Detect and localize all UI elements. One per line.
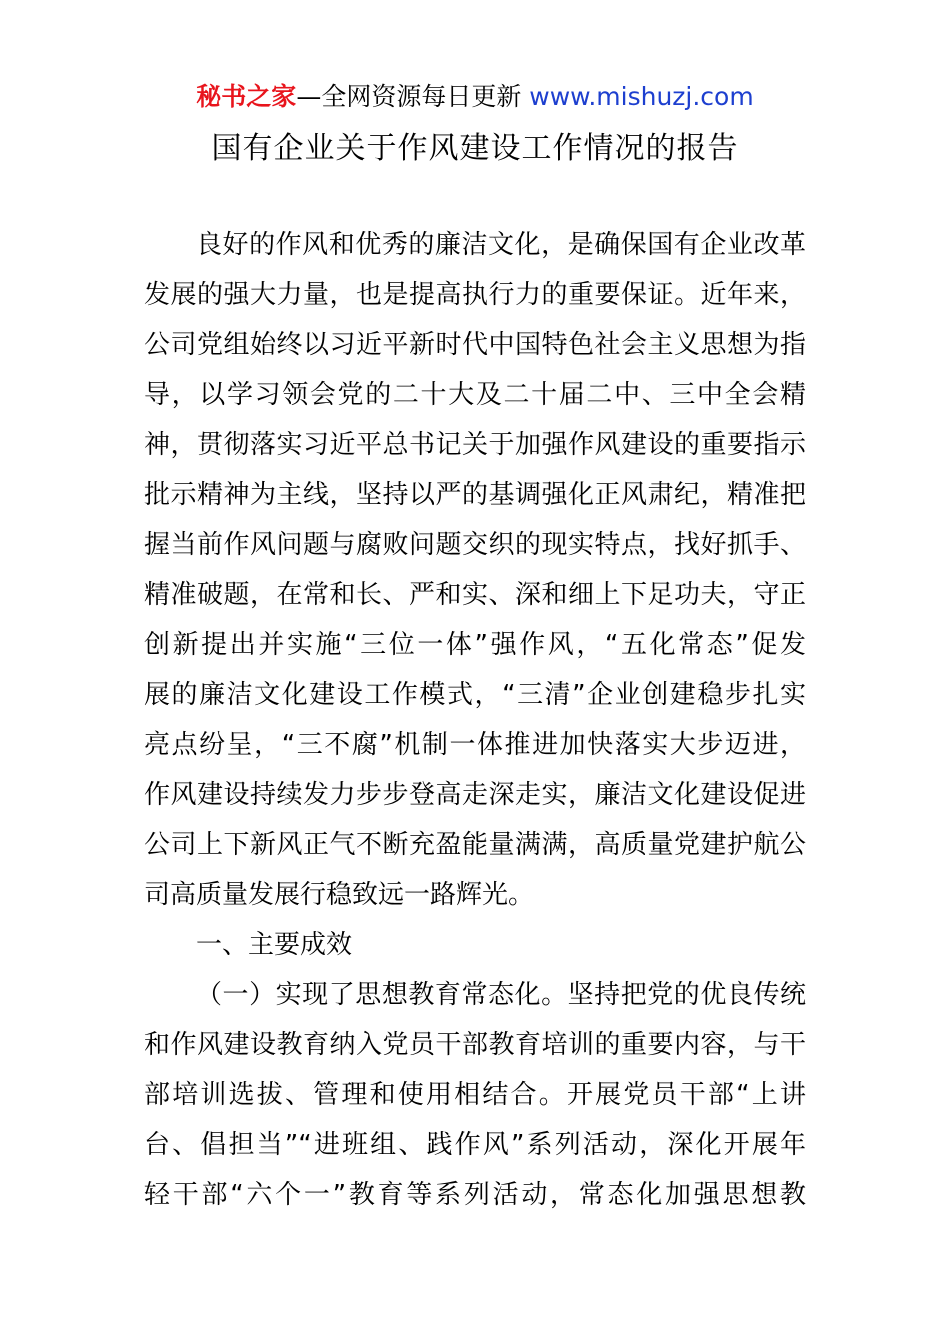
paragraph-line: 神，贯彻落实习近平总书记关于加强作风建设的重要指示	[144, 430, 806, 460]
paragraph-line: 展的廉洁文化建设工作模式，“三清”企业创建稳步扎实	[144, 680, 806, 710]
paragraph-line: 良好的作风和优秀的廉洁文化，是确保国有企业改革	[196, 230, 806, 260]
paragraph-line: 创新提出并实施“三位一体”强作风，“五化常态”促发	[144, 630, 806, 660]
paragraph-line: 台、倡担当”“进班组、践作风”系列活动，深化开展年	[144, 1130, 806, 1160]
paragraph-line: 轻干部“六个一”教育等系列活动，常态化加强思想教	[144, 1180, 806, 1210]
paragraph-line: 司高质量发展行稳致远一路辉光。	[144, 880, 535, 910]
paragraph-line: （一）实现了思想教育常态化。坚持把党的优良传统	[196, 980, 806, 1010]
document-title: 国有企业关于作风建设工作情况的报告	[211, 131, 739, 166]
paragraph-line: 亮点纷呈，“三不腐”机制一体推进加快落实大步迈进，	[144, 730, 806, 760]
paragraph-line: 部培训选拔、管理和使用相结合。开展党员干部“上讲	[144, 1080, 806, 1110]
paragraph-line: 公司上下新风正气不断充盈能量满满，高质量党建护航公	[144, 830, 806, 860]
paragraph-line: 精准破题，在常和长、严和实、深和细上下足功夫，守正	[144, 580, 806, 610]
brand-name: 秘书之家	[196, 82, 297, 111]
paragraph-line: 批示精神为主线，坚持以严的基调强化正风肃纪，精准把	[144, 480, 806, 510]
section-heading: 一、主要成效	[196, 930, 353, 960]
paragraph-line: 公司党组始终以习近平新时代中国特色社会主义思想为指	[144, 330, 806, 360]
paragraph-line: 发展的强大力量，也是提高执行力的重要保证。近年来，	[144, 280, 806, 310]
paragraph-line: 导，以学习领会党的二十大及二十届二中、三中全会精	[144, 380, 806, 410]
site-header	[0, 80, 950, 114]
header-tagline: —全网资源每日更新	[296, 82, 522, 111]
paragraph-line: 作风建设持续发力步步登高走深走实，廉洁文化建设促进	[144, 780, 806, 810]
site-url-link[interactable]: www.mishuzj.com	[529, 82, 754, 111]
paragraph-line: 握当前作风问题与腐败问题交织的现实特点，找好抓手、	[144, 530, 806, 560]
paragraph-line: 和作风建设教育纳入党员干部教育培训的重要内容，与干	[144, 1030, 806, 1060]
